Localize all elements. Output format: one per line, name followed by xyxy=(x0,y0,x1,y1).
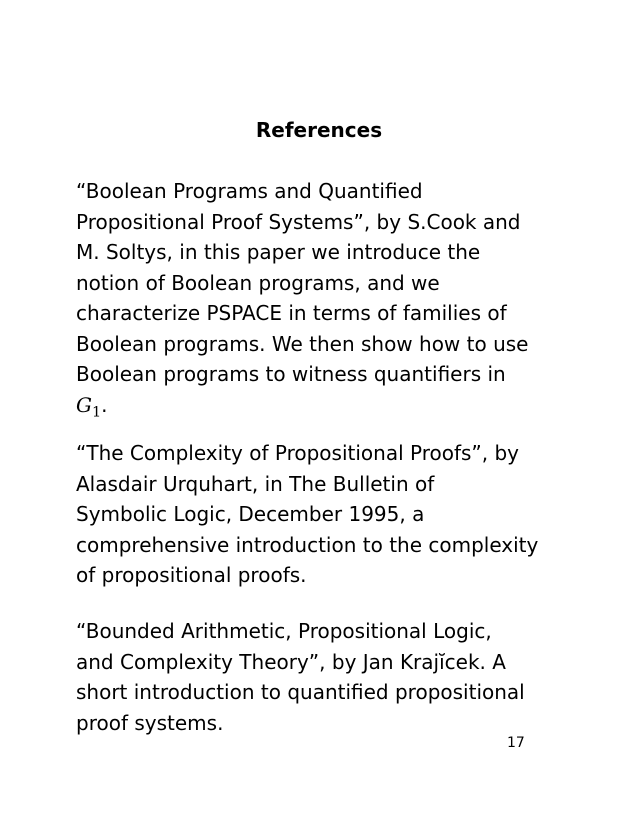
page-title: References xyxy=(255,118,383,142)
reference-line: “The Complexity of Propositional Proofs”, by xyxy=(76,441,520,465)
reference-line: Alasdair Urquhart, in The Bulletin of xyxy=(76,471,435,496)
reference-line: “Boolean Programs and Quantified xyxy=(76,179,423,203)
reference-krajicek xyxy=(76,616,576,738)
math-subscript: 1 xyxy=(91,403,102,420)
reference-line: comprehensive introduction to the complexity xyxy=(76,532,539,557)
reference-line: Propositional Proof Systems”, by S.Cook and xyxy=(76,209,521,234)
reference-line: Symbolic Logic, December 1995, a xyxy=(76,502,425,526)
reference-line: M. Soltys, in this paper we introduce the xyxy=(76,240,481,264)
reference-line: and Complexity Theory”, by Jan Krajĭcek. A xyxy=(76,649,506,674)
reference-line: “Bounded Arithmetic, Propositional Logic, xyxy=(76,619,492,643)
reference-line: characterize PSPACE in terms of families of xyxy=(76,301,507,325)
reference-line: Boolean programs to witness quantifiers in xyxy=(76,362,506,386)
page-number: 17 xyxy=(507,735,525,751)
math-trailing-period: . xyxy=(101,392,108,417)
reference-math-line xyxy=(76,390,576,428)
reference-line: Boolean programs. We then show how to use xyxy=(76,331,529,356)
reference-line: notion of Boolean programs, and we xyxy=(76,270,440,295)
reference-urquhart xyxy=(76,438,576,591)
reference-cook-soltys xyxy=(76,176,576,427)
reference-line: proof systems. xyxy=(76,710,224,735)
reference-line: of propositional proofs. xyxy=(76,563,307,587)
math-symbol-g: G xyxy=(76,392,92,417)
reference-line: short introduction to quantified propositional xyxy=(76,680,525,704)
